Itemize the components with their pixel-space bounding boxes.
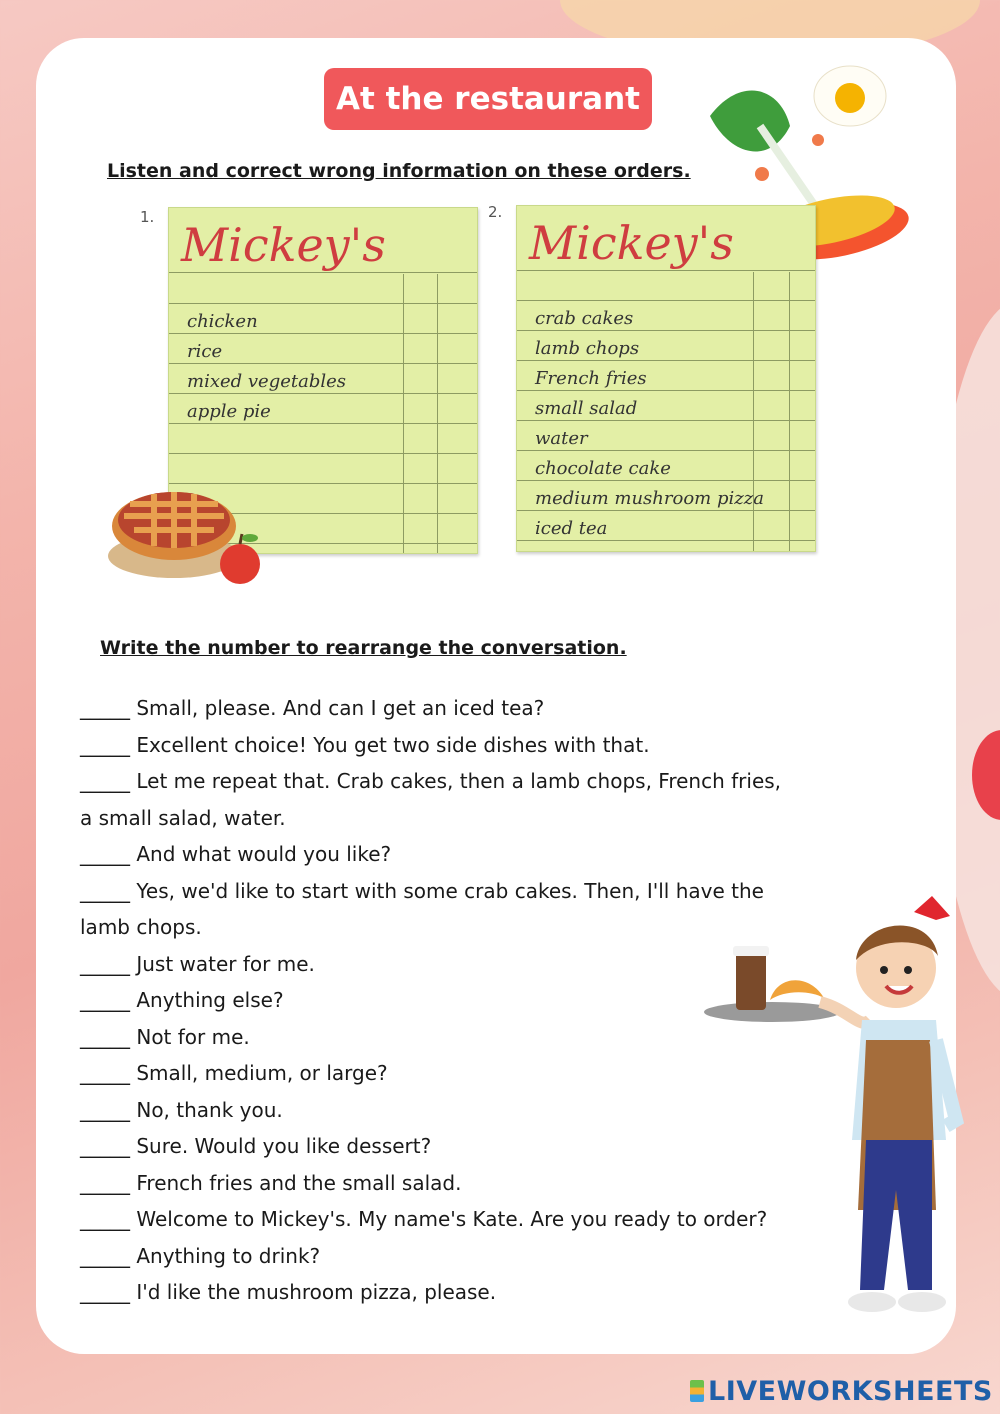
apple-pie-illustration: [104, 464, 274, 594]
conversation-line: _____ And what would you like?: [80, 842, 392, 866]
conversation-line: _____ Welcome to Mickey's. My name's Kate. Are you ready to order?: [80, 1207, 768, 1231]
receipt-item: water: [535, 428, 588, 449]
receipt-number: 2.: [488, 203, 503, 221]
order-receipt-2: [516, 205, 816, 552]
conversation-line: _____ Just water for me.: [80, 951, 315, 976]
liveworksheets-logo: [690, 1376, 993, 1407]
conversation-line: _____ Anything to drink?: [80, 1243, 321, 1268]
receipt-item: crab cakes: [535, 308, 634, 329]
instruction-rearrange: Write the number to rearrange the conversation.: [100, 637, 627, 659]
conversation-line: _____ Small, medium, or large?: [80, 1061, 388, 1085]
receipt-item: lamb chops: [535, 338, 640, 359]
receipt-item: rice: [187, 341, 223, 362]
coffee-cup-icon: [736, 952, 766, 1010]
conversation-line: a small salad, water.: [80, 805, 286, 830]
logo-text: LIVEWORKSHEETS: [708, 1376, 993, 1407]
conversation-line: _____ Let me repeat that. Crab cakes, then a lamb chops, French fries,: [80, 769, 782, 793]
conversation-line: _____ Yes, we'd like to start with some crab cakes. Then, I'll have the: [80, 878, 764, 903]
conversation-line: _____ Small, please. And can I get an iced tea?: [80, 696, 545, 720]
receipt-brand: Mickey's: [529, 216, 734, 270]
conversation-line: lamb chops.: [80, 915, 202, 939]
waitress-illustration: [700, 890, 970, 1330]
conversation-line: _____ Not for me.: [80, 1024, 250, 1049]
liveworksheets-mark-icon: [690, 1380, 704, 1402]
conversation-line: _____ Excellent choice! You get two side dishes with that.: [80, 732, 650, 757]
receipt-item: mixed vegetables: [187, 371, 347, 392]
receipt-number: 1.: [140, 208, 155, 226]
conversation-line: _____ Sure. Would you like dessert?: [80, 1134, 432, 1158]
receipt-item: iced tea: [535, 518, 608, 539]
page-title: At the restaurant: [324, 68, 652, 130]
apple-icon: [220, 544, 260, 584]
receipt-item: medium mushroom pizza: [535, 488, 764, 509]
croissant-icon: [770, 980, 824, 1000]
receipt-item: French fries: [535, 368, 647, 389]
receipt-item: small salad: [535, 398, 638, 419]
receipt-item: apple pie: [187, 401, 271, 422]
conversation-line: _____ Anything else?: [80, 988, 284, 1012]
receipt-item: chicken: [187, 311, 258, 332]
conversation-line: _____ No, thank you.: [80, 1097, 283, 1122]
conversation-line: _____ I'd like the mushroom pizza, please.: [80, 1280, 497, 1304]
conversation-line: _____ French fries and the small salad.: [80, 1170, 462, 1195]
receipt-item: chocolate cake: [535, 458, 671, 479]
receipt-brand: Mickey's: [181, 218, 386, 272]
greens-icon: [710, 91, 790, 152]
instruction-listen: Listen and correct wrong information on these orders.: [107, 160, 691, 182]
